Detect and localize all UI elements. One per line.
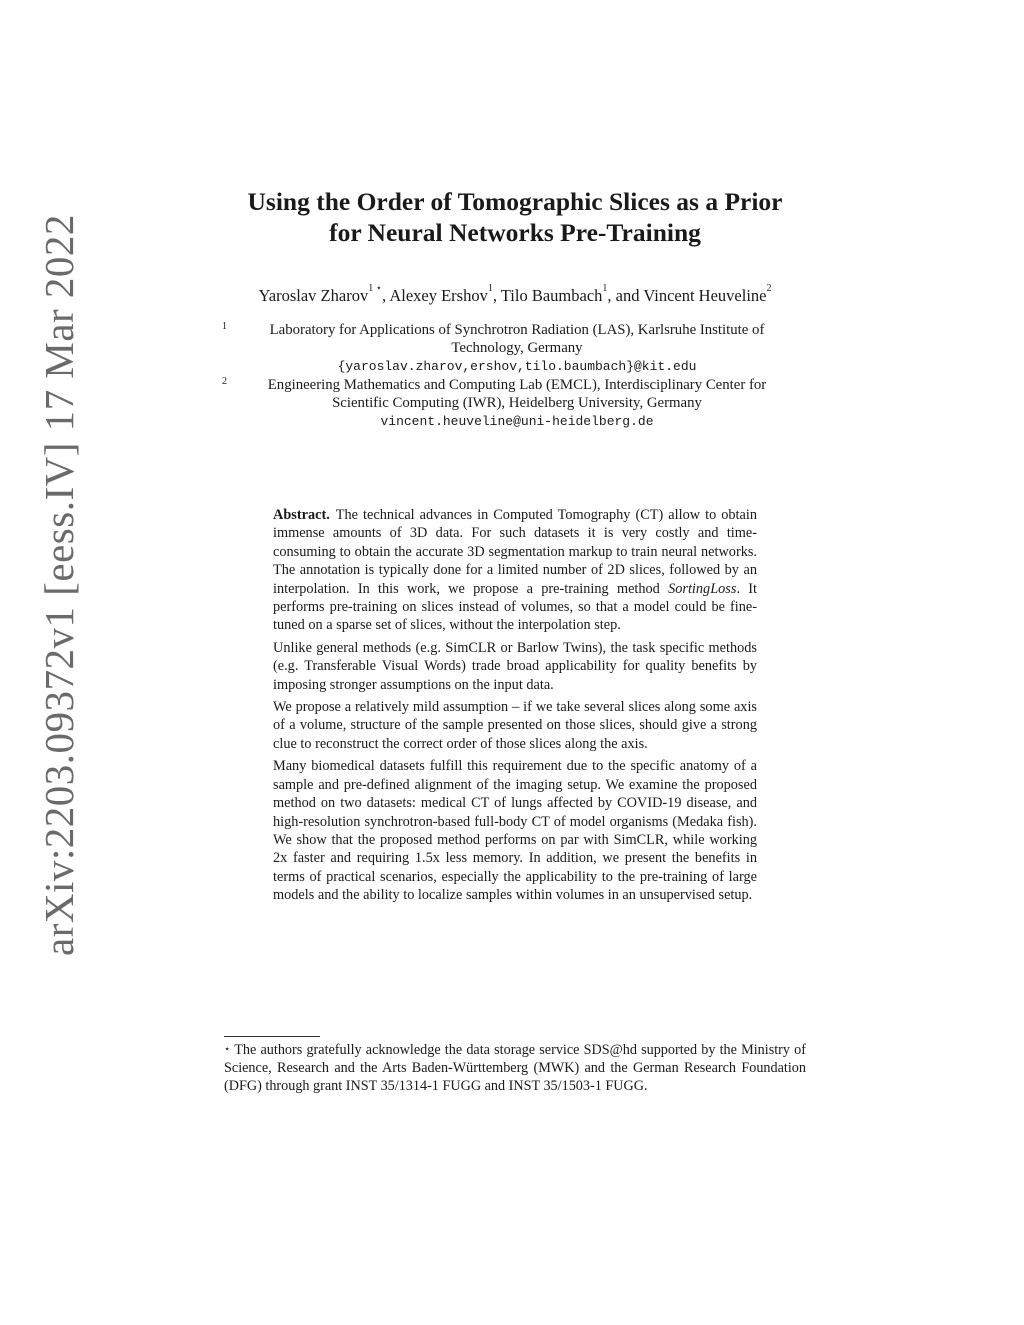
author-name: Alexey Ershov [389,286,488,305]
arxiv-identifier: arXiv:2203.09372v1 [eess.IV] 17 Mar 2022 [36,214,82,956]
affiliation-line: Laboratory for Applications of Synchrotron Radiation (LAS), Karlsruhe Institute of [269,322,765,338]
footnote-rule [224,1036,320,1037]
affiliation-line: Scientific Computing (IWR), Heidelberg University, Germany [332,395,702,412]
affiliation-line: Engineering Mathematics and Computing Lab (EMCL), Interdisciplinary Center for [267,377,767,393]
abstract-label: Abstract. [273,507,330,523]
abstract-paragraph [273,506,757,635]
abstract-text: . It performs pre-training on slices instead of volumes, so that a model could be fine-tuned on a sparse set of slices, without the interpolation step. [273,580,757,634]
author-name: Vincent Heuveline [643,286,767,305]
affiliation-email[interactable]: vincent.heuveline@uni-heidelberg.de [380,413,654,429]
title-line: Using the Order of Tomographic Slices as a Prior [247,187,783,216]
affiliation-line: Technology, Germany [451,340,583,357]
footnote-text: The authors gratefully acknowledge the data storage service SDS@hd supported by the Ministry of Science, Research and the Arts Baden-Württemberg (MWK) and the German Research Foundation (DFG) through grant INST 35/1314-1 FUGG and INST 35/1503-1 FUGG. [224,1042,806,1095]
abstract-paragraph: Many biomedical datasets fulfill this requirement due to the specific anatomy of a sample and pre-defined alignment of the imaging setup. We examine the proposed method on two datasets: medical CT of lungs affected by COVID-19 disease, and high-resolution synchrotron-based full-body CT of model organisms (Medaka fish). We show that the proposed method performs on par with SimCLR, while working 2x faster and requiring 1.5x less memory. In addition, we present the benefits in terms of practical scenarios, especially the applicability to the pre-training of large models and the ability to localize samples within volumes in an unsupervised setup. [273,758,757,904]
affiliation-mark: 1 [222,321,227,332]
author-affiliation-mark: 2 [766,283,772,294]
abstract-paragraph: We propose a relatively mild assumption – if we take several slices along some axis of a volume, structure of the sample presented on those slices, should give a strong clue to reconstruct the correct order of those slices along the axis. [273,699,757,752]
paper-title [200,186,830,248]
author-separator: , and [607,286,644,305]
title-line: for Neural Networks Pre-Training [329,218,701,247]
footnote-mark: ⋆ [224,1044,231,1055]
abstract [273,506,757,909]
author-affiliation-mark: 1 [602,283,608,294]
footnote [224,1041,806,1096]
affiliation [222,376,812,431]
affiliation-email[interactable]: {yaroslav.zharov,ershov,tilo.baumbach}@kit.edu [337,358,697,374]
method-name: SortingLoss [668,580,737,597]
author-name: Yaroslav Zharov [258,286,369,305]
author-name: Tilo Baumbach [500,286,603,305]
author-separator: , [381,286,390,305]
abstract-paragraph: Unlike general methods (e.g. SimCLR or Barlow Twins), the task specific methods (e.g. Transferable Visual Words) trade broad applicability for quality benefits by imposing stronger assumptions on the input data. [273,639,757,693]
author-separator: , [492,286,501,305]
abstract-text: The technical advances in Computed Tomography (CT) allow to obtain immense amounts of 3D data. For such datasets it is very costly and time-consuming to obtain the accurate 3D segmentation markup to train neural networks. The annotation is typically done for a limited number of 2D slices, followed by an interpolation. In this work, we propose a pre-training method [273,507,757,597]
author-affiliation-mark: 1 ⋆ [368,283,382,294]
author-list [180,283,850,306]
affiliation-mark: 2 [222,376,227,387]
affiliation [222,321,812,376]
author-affiliation-mark: 1 [487,283,493,294]
